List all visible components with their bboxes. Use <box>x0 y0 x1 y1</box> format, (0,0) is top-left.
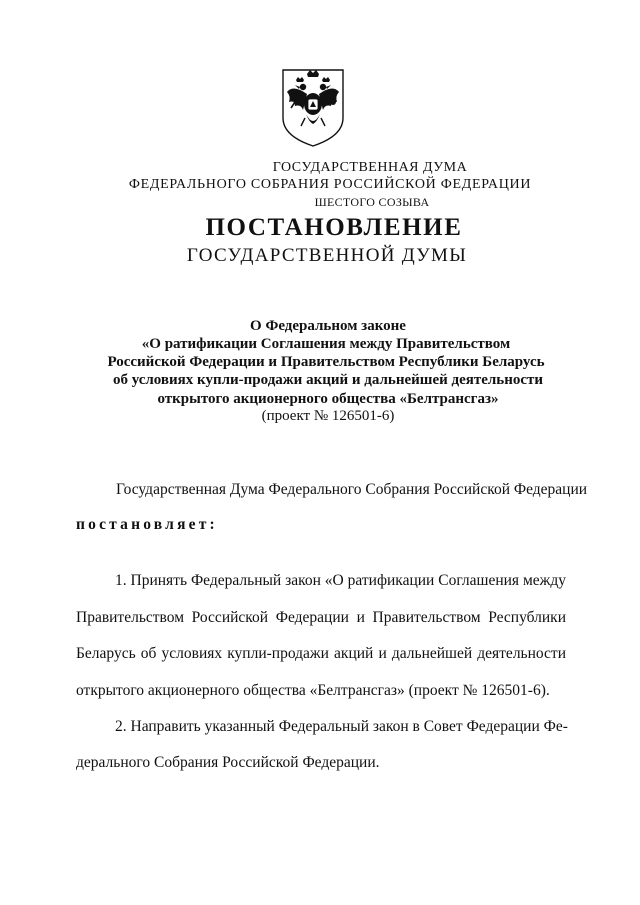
subject-line: открытого акционерного общества «Белтрансгаз» <box>157 391 499 407</box>
subject-line: об условиях купли-продажи акций и дальнейшей деятельности <box>112 372 544 388</box>
project-number: (проект № 126501-6) <box>261 408 395 424</box>
item1-line: Правительством Российской Федерации и Правительством Республики <box>76 609 566 626</box>
resolves-text: постановляет: <box>76 516 218 533</box>
preamble-text: Государственная Дума Федерального Собрания Российской Федерации <box>116 481 588 498</box>
header-line-convocation: ШЕСТОГО СОЗЫВА <box>314 195 430 209</box>
russian-coat-of-arms-icon <box>277 66 349 148</box>
subject-line: Российской Федерации и Правительством Республики Беларусь <box>107 354 545 370</box>
document-subtitle: ГОСУДАРСТВЕННОЙ ДУМЫ <box>186 245 468 266</box>
item2-line: дерального Собрания Российской Федерации. <box>76 754 380 771</box>
document-title: ПОСТАНОВЛЕНИЕ <box>205 214 463 241</box>
header-line-assembly: ФЕДЕРАЛЬНОГО СОБРАНИЯ РОССИЙСКОЙ ФЕДЕРАЦИИ <box>128 177 532 192</box>
subject-line: «О ратификации Соглашения между Правительством <box>141 336 511 352</box>
item1-line: открытого акционерного общества «Белтрансгаз» (проект № 126501-6). <box>76 682 550 699</box>
header-line-duma: ГОСУДАРСТВЕННАЯ ДУМА <box>272 160 468 175</box>
item1-line: 1. Принять Федеральный закон «О ратификации Соглашения между <box>115 572 566 589</box>
item2-line: 2. Направить указанный Федеральный закон в Совет Федерации Фе- <box>115 718 568 735</box>
subject-line: О Федеральном законе <box>250 318 406 334</box>
item1-line: Беларусь об условиях купли-продажи акций и дальнейшей деятельности <box>76 645 566 662</box>
